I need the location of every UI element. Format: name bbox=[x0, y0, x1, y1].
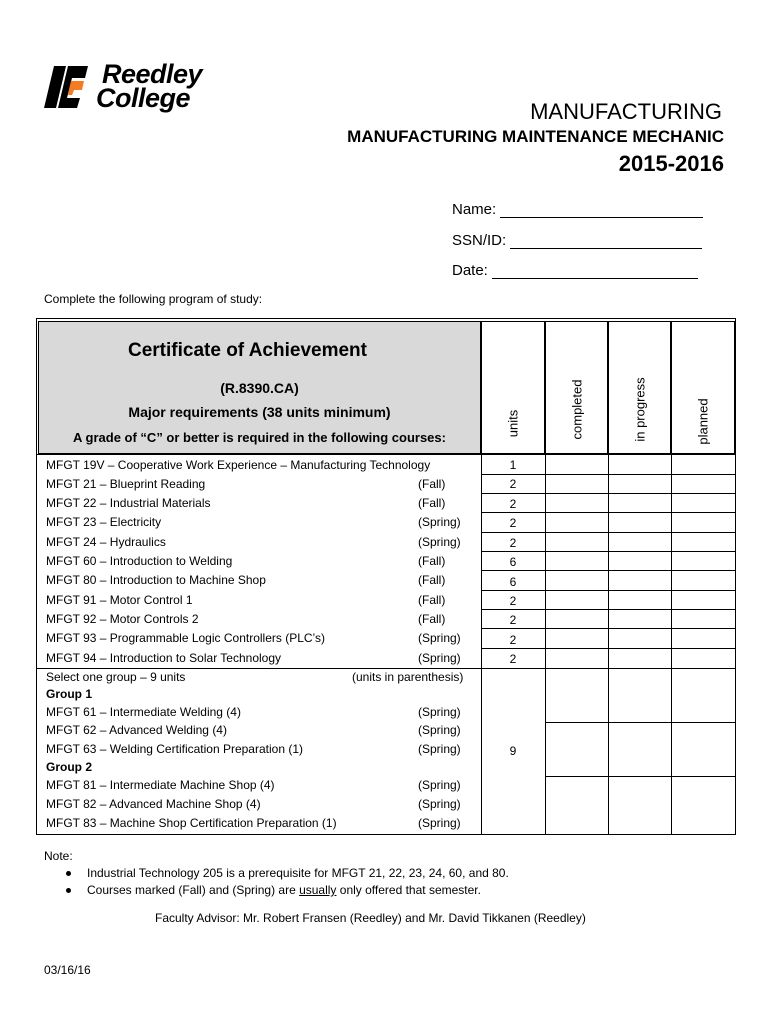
course-name: MFGT 91 – Motor Control 1 bbox=[46, 593, 193, 607]
grade-note: A grade of “C” or better is required in the following courses: bbox=[73, 430, 446, 445]
column-label-planned: planned bbox=[695, 398, 711, 445]
course-semester: (Spring) bbox=[418, 778, 461, 792]
page-title: MANUFACTURING bbox=[530, 99, 722, 124]
select-group-label: Select one group – 9 units bbox=[46, 670, 186, 684]
reedley-college-logo bbox=[44, 59, 249, 114]
course-semester: (Spring) bbox=[418, 515, 461, 529]
course-semester: (Fall) bbox=[418, 496, 446, 510]
course-row bbox=[38, 795, 481, 814]
column-header-in-progress bbox=[608, 321, 671, 454]
units-value: 6 bbox=[509, 575, 517, 589]
major-requirements: Major requirements (38 units minimum) bbox=[128, 404, 391, 420]
course-semester: (Fall) bbox=[418, 573, 446, 587]
course-name: MFGT 80 – Introduction to Machine Shop bbox=[46, 573, 266, 587]
name-field[interactable] bbox=[452, 201, 703, 218]
logo-text-college: College bbox=[96, 83, 191, 113]
course-name: MFGT 23 – Electricity bbox=[46, 515, 162, 529]
course-name: MFGT 60 – Introduction to Welding bbox=[46, 554, 233, 568]
course-name: MFGT 62 – Advanced Welding (4) bbox=[46, 723, 227, 737]
units-value: 6 bbox=[509, 555, 517, 569]
academic-year: 2015-2016 bbox=[618, 151, 724, 176]
revision-date: 03/16/16 bbox=[44, 963, 91, 977]
course-name: MFGT 19V – Cooperative Work Experience – Manufacturing Technology bbox=[46, 458, 431, 472]
course-row bbox=[38, 610, 481, 629]
ssn-id-field[interactable] bbox=[452, 232, 702, 249]
course-row bbox=[38, 591, 481, 610]
date-line[interactable] bbox=[492, 264, 698, 279]
course-name: MFGT 81 – Intermediate Machine Shop (4) bbox=[46, 778, 275, 792]
units-value: 2 bbox=[509, 613, 517, 627]
course-name: MFGT 61 – Intermediate Welding (4) bbox=[46, 705, 241, 719]
course-row bbox=[38, 494, 481, 513]
column-header-planned bbox=[671, 321, 735, 454]
course-row bbox=[38, 456, 481, 475]
faculty-advisor: Faculty Advisor: Mr. Robert Fransen (Reedley) and Mr. David Tikkanen (Reedley) bbox=[155, 911, 586, 925]
date-label: Date: bbox=[452, 262, 488, 279]
course-row bbox=[38, 703, 481, 722]
units-value: 2 bbox=[509, 633, 517, 647]
course-row bbox=[38, 475, 481, 494]
course-row bbox=[38, 776, 481, 795]
group-title-row bbox=[38, 685, 481, 704]
note-text-suffix: only offered that semester. bbox=[336, 883, 481, 897]
group-2-title: Group 2 bbox=[46, 760, 93, 774]
course-row bbox=[38, 740, 481, 759]
units-value: 2 bbox=[509, 497, 517, 511]
course-semester: (Fall) bbox=[418, 554, 446, 568]
group-1-title: Group 1 bbox=[46, 687, 93, 701]
column-label-units: units bbox=[505, 409, 521, 438]
course-semester: (Spring) bbox=[418, 651, 461, 665]
course-name: MFGT 63 – Welding Certification Preparation (1) bbox=[46, 742, 303, 756]
name-line[interactable] bbox=[500, 203, 703, 218]
course-name: MFGT 92 – Motor Controls 2 bbox=[46, 612, 199, 626]
course-semester: (Spring) bbox=[418, 816, 461, 830]
note-text: Industrial Technology 205 is a prerequisite for MFGT 21, 22, 23, 24, 60, and 80. bbox=[87, 866, 509, 880]
course-row bbox=[38, 571, 481, 590]
course-semester: (Spring) bbox=[418, 535, 461, 549]
course-name: MFGT 94 – Introduction to Solar Technology bbox=[46, 651, 282, 665]
course-row bbox=[38, 513, 481, 532]
course-name: MFGT 24 – Hydraulics bbox=[46, 535, 166, 549]
note-text-prefix: Courses marked (Fall) and (Spring) are bbox=[87, 883, 300, 897]
course-semester: (Spring) bbox=[418, 723, 461, 737]
logo-mark-icon bbox=[44, 64, 90, 110]
units-value: 2 bbox=[509, 477, 517, 491]
logo-text-reedley: Reedley bbox=[102, 59, 203, 89]
certificate-title: Certificate of Achievement bbox=[128, 340, 367, 361]
note-item bbox=[66, 866, 509, 880]
course-row bbox=[38, 552, 481, 571]
course-semester: (Spring) bbox=[418, 797, 461, 811]
bullet-icon bbox=[66, 888, 71, 893]
course-row bbox=[38, 814, 481, 833]
ssn-id-line[interactable] bbox=[510, 234, 702, 249]
course-semester: (Spring) bbox=[418, 742, 461, 756]
course-name: MFGT 21 – Blueprint Reading bbox=[46, 477, 206, 491]
course-name: MFGT 93 – Programmable Logic Controllers (PLC’s) bbox=[46, 631, 325, 645]
course-semester: (Fall) bbox=[418, 593, 446, 607]
column-header-units bbox=[481, 321, 545, 454]
note-item bbox=[66, 883, 481, 897]
units-value: 2 bbox=[509, 652, 517, 666]
course-name: MFGT 22 – Industrial Materials bbox=[46, 496, 211, 510]
course-name: MFGT 82 – Advanced Machine Shop (4) bbox=[46, 797, 261, 811]
column-header-completed bbox=[545, 321, 608, 454]
course-row bbox=[38, 533, 481, 552]
group-units-value: 9 bbox=[509, 744, 517, 758]
date-field[interactable] bbox=[452, 262, 698, 279]
course-row bbox=[38, 649, 481, 668]
column-label-in-progress: in progress bbox=[632, 377, 647, 442]
course-row bbox=[38, 629, 481, 648]
note-text-underlined: usually bbox=[299, 883, 337, 897]
units-value: 2 bbox=[509, 516, 517, 530]
ssn-id-label: SSN/ID: bbox=[452, 232, 507, 249]
certificate-code: (R.8390.CA) bbox=[220, 380, 299, 396]
certificate-header bbox=[38, 321, 481, 454]
course-row bbox=[38, 721, 481, 740]
course-semester: (Spring) bbox=[418, 705, 461, 719]
page-subtitle: MANUFACTURING MAINTENANCE MECHANIC bbox=[347, 127, 724, 146]
instruction-text: Complete the following program of study: bbox=[44, 292, 263, 306]
units-value: 2 bbox=[509, 594, 517, 608]
course-name: MFGT 83 – Machine Shop Certification Preparation (1) bbox=[46, 816, 337, 830]
select-group-note: (units in parenthesis) bbox=[352, 670, 464, 684]
units-value: 1 bbox=[509, 458, 517, 472]
course-semester: (Spring) bbox=[418, 631, 461, 645]
group-title-row bbox=[38, 758, 481, 777]
course-semester: (Fall) bbox=[418, 477, 446, 491]
name-label: Name: bbox=[452, 201, 497, 218]
bullet-icon bbox=[66, 871, 71, 876]
units-value: 2 bbox=[509, 536, 517, 550]
column-label-completed: completed bbox=[569, 379, 584, 440]
note-label: Note: bbox=[44, 849, 73, 863]
course-semester: (Fall) bbox=[418, 612, 446, 626]
